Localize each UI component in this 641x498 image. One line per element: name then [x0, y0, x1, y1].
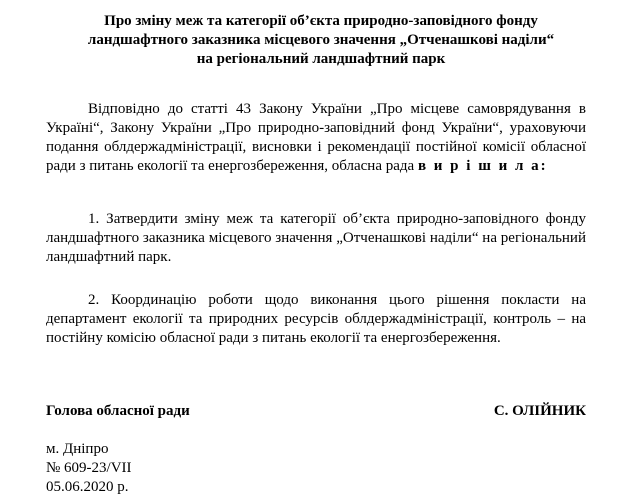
decision-word: в и р і ш и л а:: [417, 158, 548, 174]
document-title: [40, 12, 602, 69]
document-date: 05.06.2020 р.: [46, 479, 129, 495]
document-meta: [46, 440, 132, 497]
decision-item-1: 1. Затвердити зміну меж та категорії об’єкта природно-заповідного фонду ландшафтного заказника місцевого значення „Отченашкові наділи“ на регіональний ландшафтний парк.: [46, 211, 586, 265]
title-line-3: на регіональний ландшафтний парк: [196, 51, 446, 67]
document-city: м. Дніпро: [46, 441, 109, 457]
preamble-paragraph: [46, 100, 586, 176]
preamble-text: Відповідно до статті 43 Закону України „Про місцеве самоврядування в Україні“, Закону України „Про природно-заповідний фонд України“, ураховуючи подання облдержадміністрації, висновки і рекомендації постійної комісії обласної ради з питань екології та енергозбереження, обласна рада: [46, 101, 586, 174]
signature-block: [46, 402, 586, 421]
decision-item-2: 2. Координацію роботи щодо виконання цього рішення покласти на департамент екології та природних ресурсів облдержадміністрації, контроль – на постійну комісію обласної ради з питань екології та енергозбереження.: [46, 292, 586, 346]
document-number: № 609-23/VII: [46, 460, 132, 476]
signatory-name: С. ОЛІЙНИК: [493, 403, 586, 419]
title-line-2: ландшафтного заказника місцевого значення „Отченашкові наділи“: [87, 32, 555, 48]
signatory-position: Голова обласної ради: [46, 403, 190, 419]
title-line-1: Про зміну меж та категорії об’єкта природно-заповідного фонду: [104, 13, 538, 29]
